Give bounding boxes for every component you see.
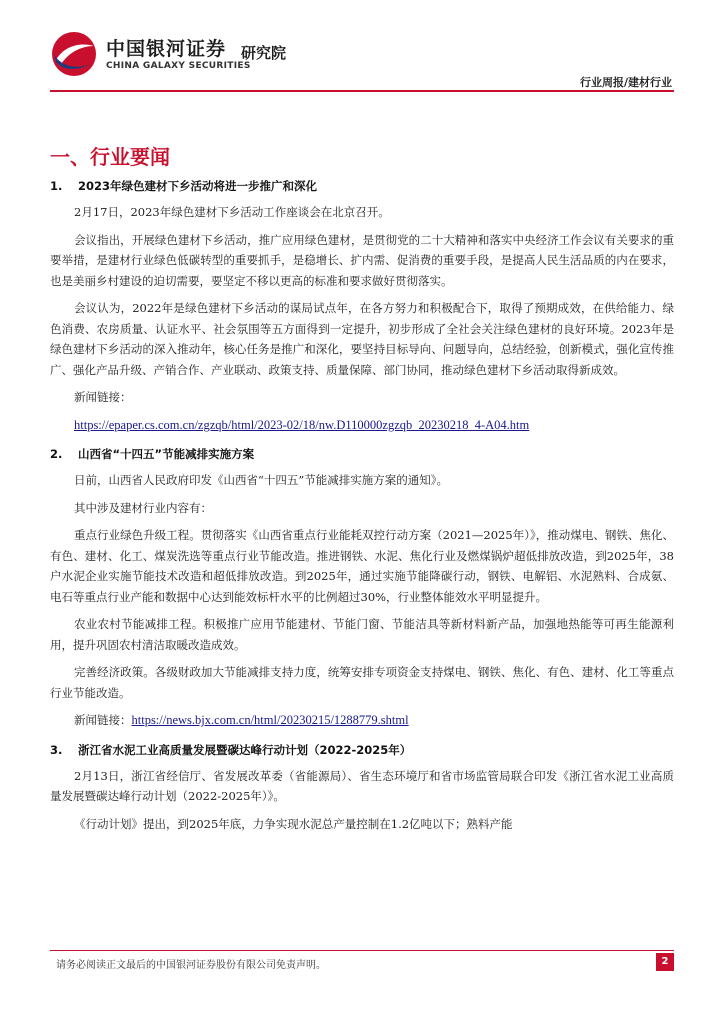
news-item [50, 174, 674, 435]
news-link[interactable]: https://epaper.cs.com.cn/zgzqb/html/2023-02/18/nw.D110000zgzqb_20230218_4-A04.htm [74, 417, 530, 432]
news-item-heading: 浙江省水泥工业高质量发展暨碳达峰行动计划（2022-2025年） [78, 742, 412, 757]
page-header [0, 0, 724, 95]
news-link-label: 新闻链接： [74, 390, 132, 404]
news-link-row [50, 710, 674, 731]
news-item-number: 1. [50, 179, 63, 193]
news-item [50, 738, 674, 835]
paragraph: 2月17日，2023年绿色建材下乡活动工作座谈会在北京召开。 [74, 205, 390, 219]
news-item [50, 442, 674, 731]
paragraph: 会议指出，开展绿色建材下乡活动，推广应用绿色建材，是贯彻党的二十大精神和落实中央经济工作会议有关要求的重要举措，是建材行业绿色低碳转型的重要抓手，是稳增长、扩内需、促消费的重要手段，是提高人民生活品质的内在要求，也是美丽乡村建设的迫切需要，要坚定不移以更高的标准和要求做好贯彻落实。 [50, 232, 674, 288]
section-title: 一、行业要闻 [50, 145, 170, 169]
news-item-heading: 2023年绿色建材下乡活动将进一步推广和深化 [78, 179, 318, 193]
paragraph: 《行动计划》提出，到2025年底，力争实现水泥总产量控制在1.2亿吨以下；熟料产能 [74, 816, 513, 831]
brand-name-en: CHINA GALAXY SECURITIES [106, 61, 251, 71]
paragraph: 农业农村节能减排工程。积极推广应用节能建材、节能门窗、节能洁具等新材料新产品，加强地热能等可再生能源利用，提升巩固农村清洁取暖改造成效。 [50, 617, 674, 652]
paragraph: 会议认为，2022年是绿色建材下乡活动的谋局试点年，在各方努力和积极配合下，取得了预期成效，在供给能力、绿色消费、农房质量、认证水平、社会氛围等五方面得到一定提升，初步形成了全社会关注绿色建材的良好环境。2023年是绿色建材下乡活动的深入推动年，核心任务是推广和深化，要坚持目标导向、问题导向，总结经验，创新模式，强化宣传推广、强化产品升级、产销合作、产业联动、政策支持、质量保障、部门协同，推动绿色建材下乡活动取得新成效。 [50, 301, 674, 377]
paragraph: 2月13日，浙江省经信厅、省发展改革委（省能源局）、省生态环境厅和省市场监管局联合印发《浙江省水泥工业高质量发展暨碳达峰行动计划（2022-2025年）》。 [50, 768, 674, 803]
news-item-heading: 山西省“十四五”节能减排实施方案 [78, 447, 255, 461]
report-type: 行业周报/建材行业 [579, 76, 672, 89]
header-divider [50, 90, 674, 92]
footer-disclaimer: 请务必阅读正文最后的中国银河证券股份有限公司免责声明。 [56, 960, 326, 971]
main-content [50, 140, 674, 841]
news-item-title [50, 174, 674, 198]
news-link-label: 新闻链接： [74, 713, 132, 727]
paragraph: 其中涉及建材行业内容有： [74, 500, 212, 515]
news-item-number: 2. [50, 447, 63, 461]
page-number: 2 [656, 953, 674, 971]
news-link-row [50, 415, 674, 436]
footer-divider [50, 950, 674, 951]
brand-institute: 研究院 [241, 44, 287, 62]
news-item-title [50, 738, 674, 762]
news-item-number: 3. [50, 742, 63, 757]
paragraph: 日前，山西省人民政府印发《山西省“十四五”节能减排实施方案的通知》。 [74, 473, 449, 487]
news-item-title [50, 442, 674, 466]
brand-name-cn: 中国银河证券 [106, 38, 227, 60]
paragraph: 完善经济政策。各级财政加大节能减排支持力度，统筹安排专项资金支持煤电、钢铁、焦化、有色、建材、化工等重点行业节能改造。 [50, 665, 674, 700]
galaxy-logo-icon [50, 30, 98, 78]
paragraph: 重点行业绿色升级工程。贯彻落实《山西省重点行业能耗双控行动方案（2021—2025年）》，推动煤电、钢铁、焦化、有色、建材、化工、煤炭洗选等重点行业节能改造。推进钢铁、水泥、焦化行业及燃煤锅炉超低排放改造，到2025年，38户水泥企业实施节能技术改造和超低排放改造。到2025年，通过实施节能降碳行动，钢铁、电解铝、水泥熟料、合成氨、电石等重点行业产能和数据中心达到能效标杆水平的比例超过30%，行业整体能效水平明显提升。 [50, 528, 674, 604]
news-link[interactable]: https://news.bjx.com.cn/html/20230215/1288779.shtml [131, 713, 409, 727]
